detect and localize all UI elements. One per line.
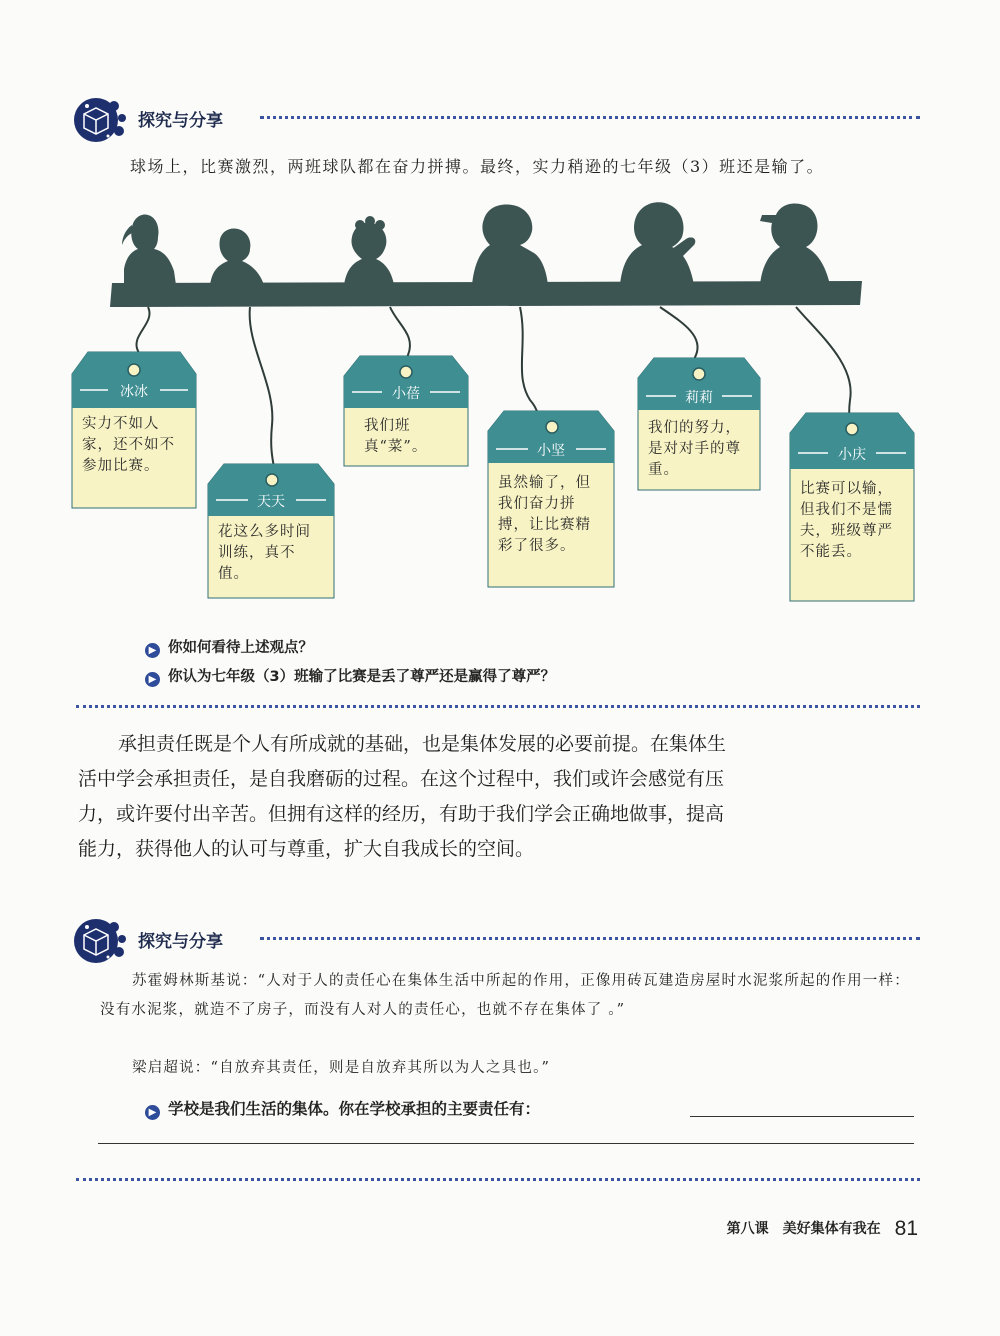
opinion-tag-bingbing (70, 348, 198, 510)
lesson-title: 第八课 美好集体有我在 (726, 1221, 881, 1237)
tag-name: 天天 (257, 494, 285, 510)
arrow-bullet-icon: ▶ (145, 672, 160, 687)
opinion-tag-xiaobei (342, 352, 470, 468)
quote-sukhomlinsky (100, 967, 910, 1025)
answer-line-2[interactable] (98, 1143, 914, 1144)
opinion-tag-tiantian (206, 460, 336, 600)
explore-share-icon (70, 96, 130, 144)
quote-text: 苏霍姆林斯基说：“人对于人的责任心在集体生活中所起的作用，正像用砖瓦建造房屋时水泥浆所起的作用一样：没有水泥浆，就造不了房子，而没有人对人的责任心，也就不存在集体了 。” (100, 973, 910, 1018)
opinion-tag-xiaojian (486, 407, 616, 589)
dotted-rule (260, 937, 920, 940)
answer-line-1[interactable] (690, 1116, 914, 1117)
main-paragraph-text: 承担责任既是个人有所成就的基础，也是集体发展的必要前提。在集体生活中学会承担责任，是自我磨砺的过程。在这个过程中，我们或许会感觉有压力，或许要付出辛苦。但拥有这样的经历，有助于我们学会正确地做事，提高能力，获得他人的认可与尊重，扩大自我成长的空间。 (78, 733, 727, 860)
section-header-1 (70, 96, 920, 146)
tag-name: 莉莉 (685, 390, 713, 406)
quote-text: 梁启超说：“自放弃其责任，则是自放弃其所以为人之具也。” (132, 1060, 551, 1076)
tag-name: 小庆 (838, 447, 866, 463)
arrow-bullet-icon: ▶ (145, 643, 160, 658)
page-footer (727, 1217, 918, 1241)
tag-text: 实力不如人家，还不如不参加比赛。 (82, 416, 175, 474)
question-3 (145, 1097, 540, 1120)
question-2 (145, 665, 555, 687)
opinion-scene (60, 195, 940, 615)
page-number: 81 (894, 1217, 918, 1240)
tag-name: 小蓓 (392, 386, 420, 402)
question-text: 你如何看待上述观点？ (168, 640, 313, 656)
explore-share-icon (70, 917, 130, 965)
arrow-bullet-icon: ▶ (145, 1105, 160, 1120)
tag-text: 比赛可以输，但我们不是懦夫，班级尊严不能丢。 (800, 481, 893, 560)
tag-name: 小坚 (537, 443, 565, 459)
quote-liang-qichao (100, 1054, 910, 1083)
tag-text: 我们班真“菜”。 (364, 418, 428, 455)
section-title: 探究与分享 (138, 111, 223, 131)
tag-text: 虽然输了，但我们奋力拼搏，让比赛精彩了很多。 (498, 475, 591, 554)
tag-name: 冰冰 (120, 384, 148, 400)
section-header-2 (70, 917, 920, 967)
dotted-rule (260, 116, 920, 119)
dotted-divider (76, 705, 920, 708)
dotted-divider (76, 1178, 920, 1181)
section-title: 探究与分享 (138, 932, 223, 952)
tag-text: 我们的努力，是对对手的尊重。 (648, 420, 741, 478)
question-1 (145, 636, 313, 658)
opinion-tag-xiaoqing (788, 409, 916, 603)
intro-text: 球场上，比赛激烈，两班球队都在奋力拼搏。最终，实力稍逊的七年级（3）班还是输了。 (130, 157, 825, 176)
main-paragraph (78, 727, 738, 867)
intro-paragraph (96, 152, 906, 182)
question-text: 你认为七年级（3）班输了比赛是丢了尊严还是赢得了尊严？ (168, 669, 556, 685)
opinion-tag-lili (636, 354, 762, 492)
question-text: 学校是我们生活的集体。你在学校承担的主要责任有： (168, 1100, 541, 1118)
tag-text: 花这么多时间训练，真不值。 (218, 524, 311, 582)
